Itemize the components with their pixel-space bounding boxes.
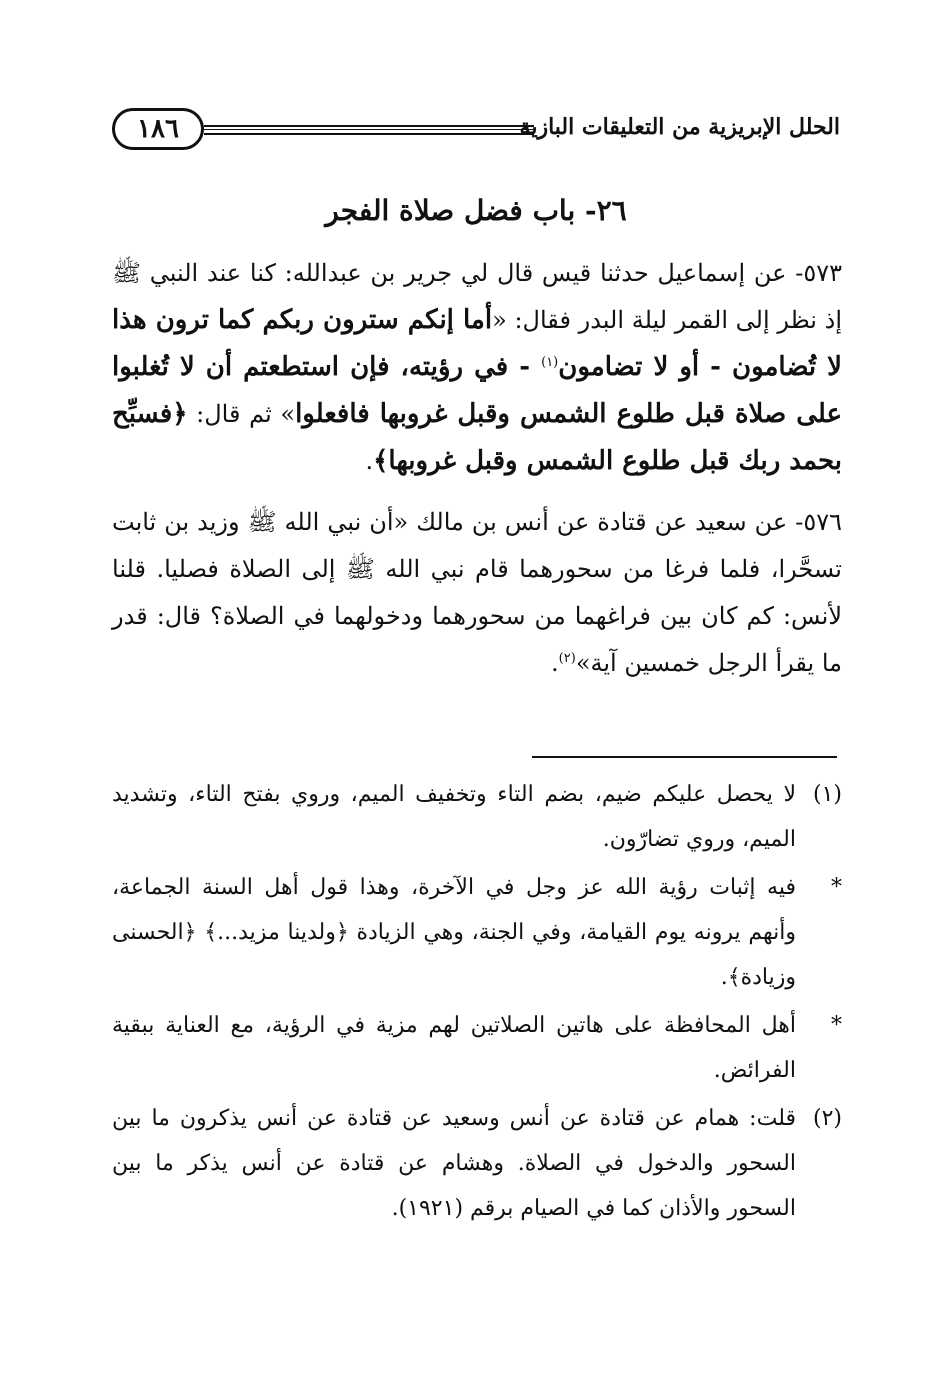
footnote-item: [112, 1096, 842, 1231]
hadith-number: ٥٧٣-: [795, 259, 842, 287]
footnotes: [112, 772, 842, 1231]
header-rule: [204, 125, 534, 135]
page-number: ١٨٦: [112, 108, 204, 150]
footnote-separator: [532, 756, 837, 758]
footnote-item: [112, 772, 842, 862]
hadith-576: [112, 499, 842, 687]
hadith-text: » ثم قال:: [187, 400, 296, 428]
footnote-item: [112, 1003, 842, 1093]
hadith-text: .: [365, 447, 374, 475]
footnote-text: لا يحصل عليكم ضيم، بضم التاء وتخفيف الميم، وروي بفتح التاء، وتشديد الميم، وروي تضارّون.: [112, 782, 796, 852]
footnote-item: [112, 865, 842, 1000]
footnote-marker: (١): [812, 782, 842, 807]
hadith-number: ٥٧٦-: [795, 508, 842, 536]
footnote-ref: (١): [541, 355, 559, 370]
hadith-bold-text: أما إنكم سترون ربكم كما ترون هذا لا تُضامون - أو لا تضامون: [112, 305, 842, 382]
footnote-text: أهل المحافظة على هاتين الصلاتين لهم مزية في الرؤية، مع العناية ببقية الفرائض.: [112, 1013, 797, 1083]
hadith-text: عن سعيد عن قتادة عن أنس بن مالك «أن نبي الله ﷺ وزيد بن ثابت تسحَّرا، فلما فرغا من سحورهما قام نبي الله ﷺ إلى الصلاة فصليا. قلنا لأنس: كم كان بين فراغهما من سحورهما ودخولهما في الصلاة؟ قال: قدر ما يقرأ الرجل خمسين آية»: [112, 508, 843, 677]
footnote-ref: (٢): [558, 651, 576, 666]
running-header: [112, 108, 840, 154]
quran-verse: ﴿فسبِّح بحمد ربك قبل طلوع الشمس وقبل غروبها﴾: [112, 399, 842, 476]
main-text: [112, 250, 842, 687]
chapter-title: ٢٦- باب فضل صلاة الفجر: [325, 194, 627, 227]
hadith-text: .: [551, 649, 559, 677]
hadith-573: [112, 250, 842, 485]
footnote-marker: *: [831, 875, 842, 900]
footnote-marker: *: [831, 1013, 842, 1038]
hadith-bold-text: - في رؤيته، فإن استطعتم أن لا تُغلبوا على صلاة قبل طلوع الشمس وقبل غروبها فافعلوا: [112, 352, 843, 429]
footnote-marker: (٢): [812, 1106, 842, 1131]
footnote-text: قلت: همام عن قتادة عن أنس وسعيد عن قتادة عن أنس يذكرون ما بين السحور والدخول في الصلاة. وهشام عن قتادة عن أنس يذكر ما بين السحور والأذان كما في الصيام برقم (١٩٢١).: [112, 1106, 796, 1221]
hadith-text: عن إسماعيل حدثنا قيس قال لي جرير بن عبدالله: كنا عند النبي ﷺ إذ نظر إلى القمر ليلة البدر فقال: «: [112, 259, 843, 334]
footnote-text: فيه إثبات رؤية الله عز وجل في الآخرة، وهذا قول أهل السنة الجماعة، وأنهم يرونه يوم القيامة، وفي الجنة، وهي الزيادة ﴿ولدينا مزيد...﴾ ﴿الحسنى وزيادة﴾.: [112, 875, 796, 990]
running-title: الحلل الإبريزية من التعليقات البازية: [519, 114, 840, 140]
